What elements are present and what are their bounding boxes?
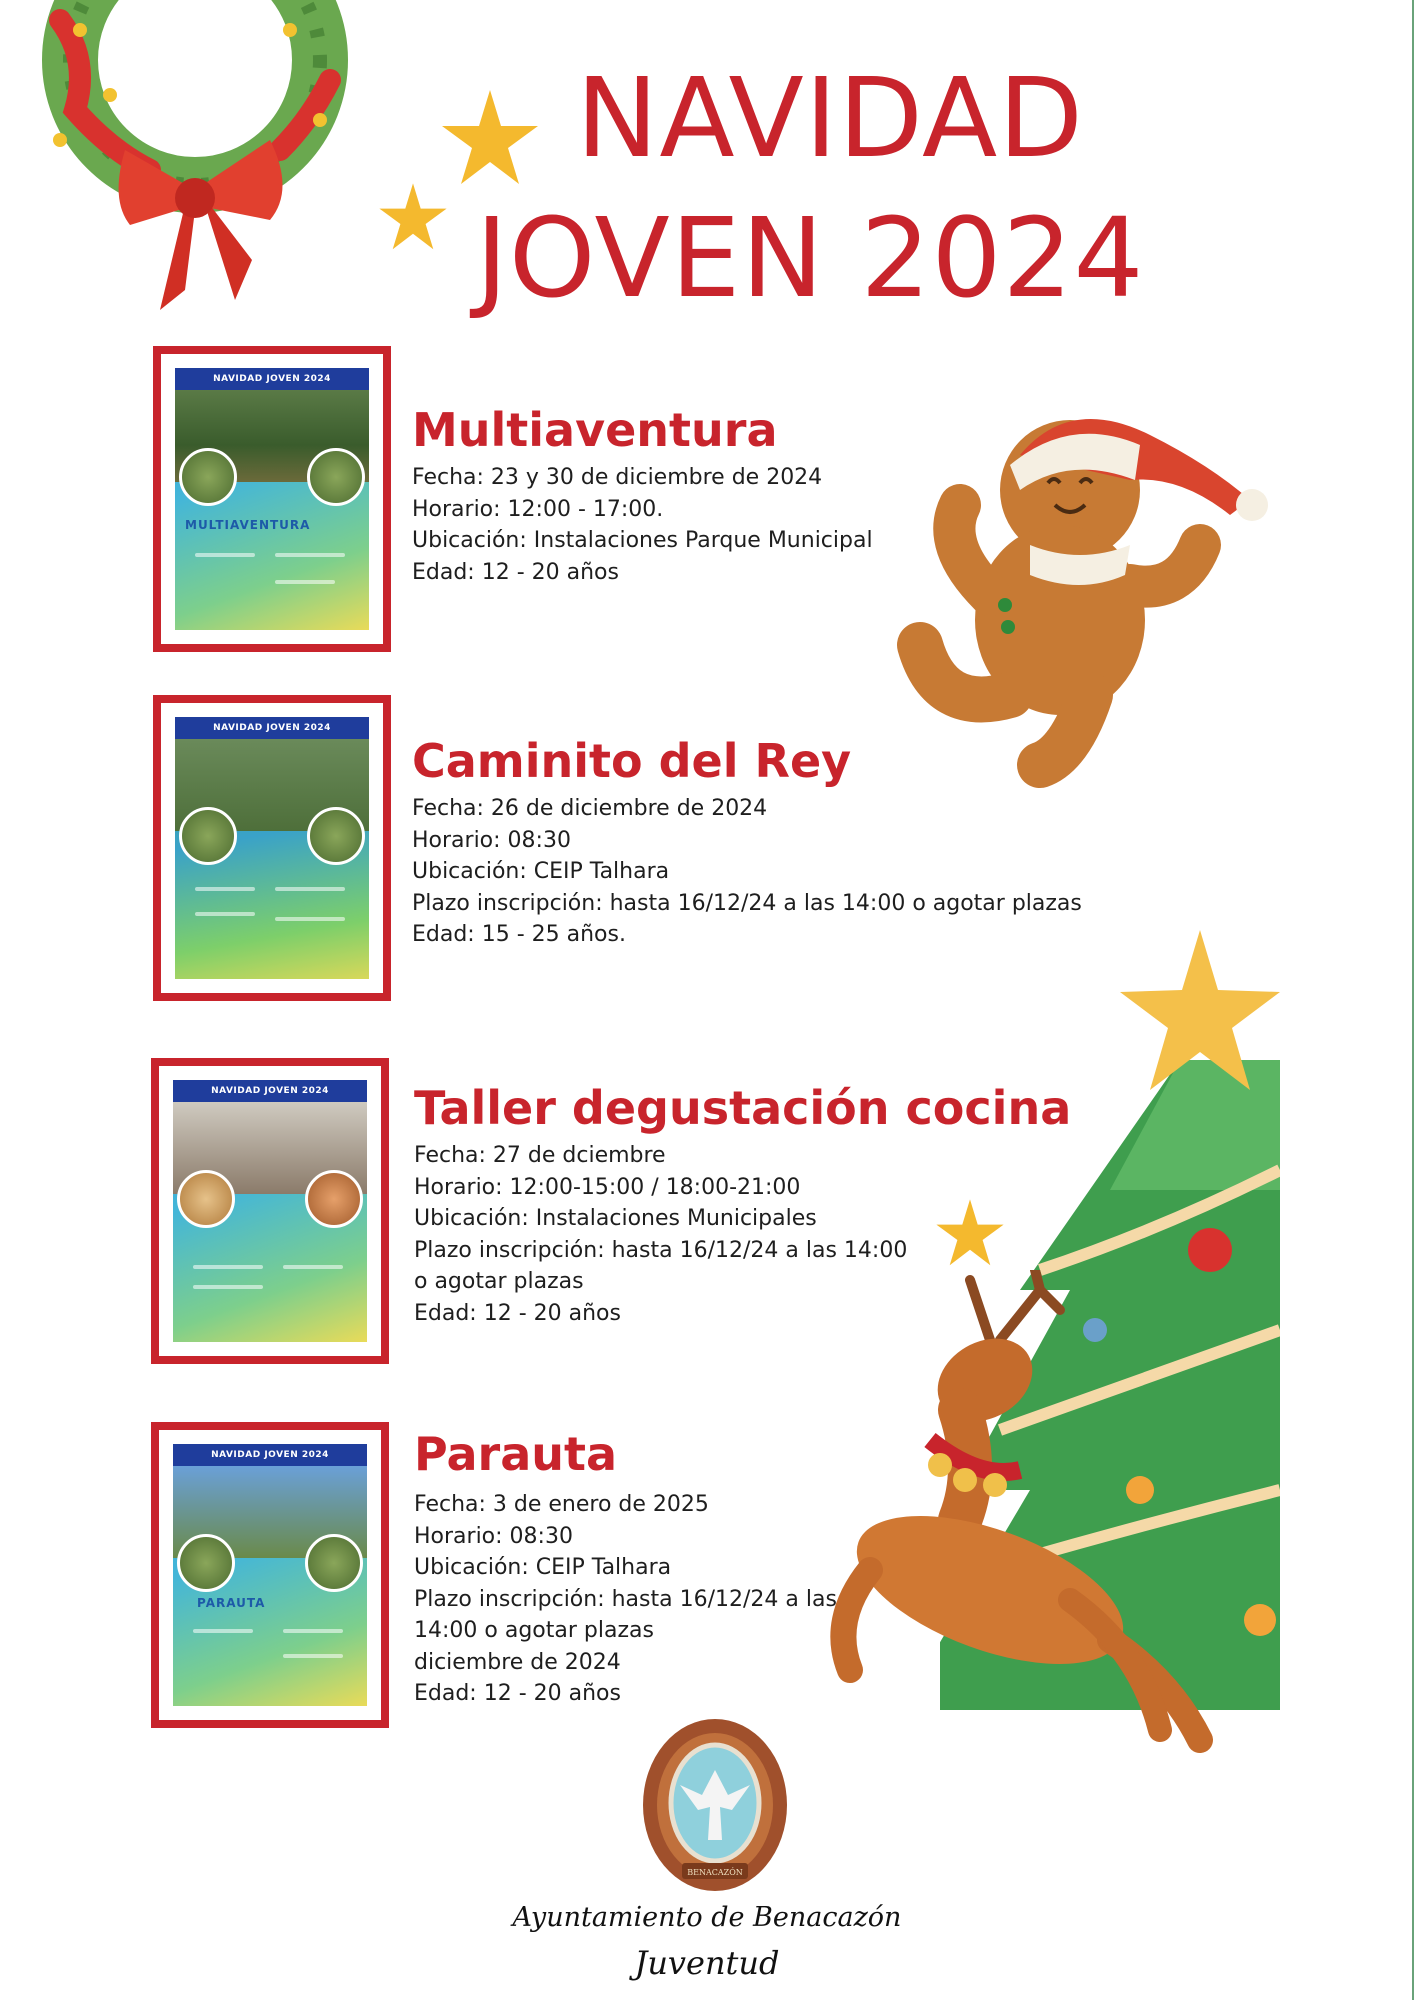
event-details bbox=[412, 793, 1082, 951]
event-registration-cont: o agotar plazas bbox=[414, 1269, 584, 1294]
reindeer-icon bbox=[810, 1270, 1230, 1770]
event-registration: Plazo inscripción: hasta 16/12/24 a las 14:00 bbox=[414, 1237, 908, 1263]
event-age: Edad: 15 - 25 años. bbox=[412, 922, 626, 947]
event-details bbox=[414, 1140, 907, 1329]
title-line-1: NAVIDAD bbox=[576, 54, 1084, 182]
event-title: Multiaventura bbox=[412, 403, 778, 457]
event-title: Taller degustación cocina bbox=[414, 1081, 1072, 1135]
event-registration: Plazo inscripción: hasta 16/12/24 a las 14:00 o agotar plazas bbox=[412, 890, 1082, 916]
poster-header: NAVIDAD JOVEN 2024 bbox=[175, 368, 369, 390]
poster-title: MULTIAVENTURA bbox=[185, 518, 311, 532]
event-title: Caminito del Rey bbox=[412, 734, 852, 788]
event-location: Ubicación: CEIP Talhara bbox=[414, 1555, 672, 1580]
gingerbread-icon bbox=[880, 395, 1280, 795]
poster-header: NAVIDAD JOVEN 2024 bbox=[173, 1444, 367, 1466]
event-registration: Plazo inscripción: hasta 16/12/24 a las bbox=[414, 1586, 837, 1612]
event-location: Ubicación: Instalaciones Municipales bbox=[414, 1206, 817, 1231]
wreath-icon bbox=[20, 0, 370, 330]
page-title bbox=[470, 48, 1190, 328]
event-poster-thumbnail bbox=[151, 1422, 389, 1728]
crest-icon bbox=[640, 1715, 790, 1895]
event-date: Fecha: 27 de dciembre bbox=[414, 1143, 666, 1168]
footer-org: Ayuntamiento de Benacazón bbox=[512, 1902, 902, 1933]
poster-header: NAVIDAD JOVEN 2024 bbox=[173, 1080, 367, 1102]
event-age: Edad: 12 - 20 años bbox=[412, 559, 619, 585]
event-time: Horario: 08:30 bbox=[412, 827, 571, 853]
event-time: Horario: 12:00-15:00 / 18:00-21:00 bbox=[414, 1174, 801, 1200]
event-poster-thumbnail bbox=[151, 1058, 389, 1364]
event-extra-line: diciembre de 2024 bbox=[414, 1649, 621, 1675]
event-date: Fecha: 26 de diciembre de 2024 bbox=[412, 796, 768, 821]
event-time: Horario: 08:30 bbox=[414, 1523, 573, 1549]
event-date: Fecha: 23 y 30 de diciembre de 2024 bbox=[412, 465, 823, 490]
event-time: Horario: 12:00 - 17:00. bbox=[412, 496, 664, 522]
event-location: Ubicación: CEIP Talhara bbox=[412, 859, 670, 884]
event-age: Edad: 12 - 20 años bbox=[414, 1681, 621, 1706]
title-line-2: JOVEN 2024 bbox=[475, 194, 1145, 322]
event-location: Ubicación: Instalaciones Parque Municipal bbox=[412, 528, 873, 553]
event-poster-thumbnail bbox=[153, 695, 391, 1001]
event-details bbox=[412, 462, 873, 588]
event-registration-cont: 14:00 o agotar plazas bbox=[414, 1618, 654, 1643]
crest-label: BENACAZÓN bbox=[687, 1868, 743, 1877]
event-poster-thumbnail bbox=[153, 346, 391, 652]
event-title: Parauta bbox=[414, 1427, 618, 1481]
event-details bbox=[414, 1489, 837, 1710]
poster-header: NAVIDAD JOVEN 2024 bbox=[175, 717, 369, 739]
poster-title: PARAUTA bbox=[197, 1596, 266, 1610]
event-age: Edad: 12 - 20 años bbox=[414, 1300, 621, 1326]
footer-dept: Juventud bbox=[634, 1944, 780, 1982]
event-date: Fecha: 3 de enero de 2025 bbox=[414, 1492, 709, 1517]
